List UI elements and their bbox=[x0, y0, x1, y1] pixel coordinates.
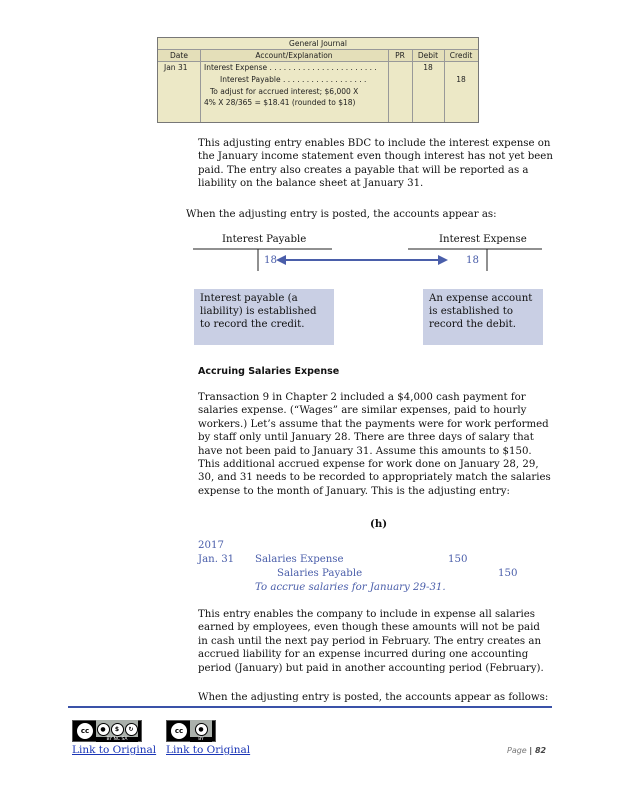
entry-debit-account: Salaries Expense bbox=[255, 554, 344, 565]
text-line: by staff only until January 28. There are three days of salary that bbox=[198, 432, 534, 444]
text-line: liability on the balance sheet at January 31. bbox=[198, 178, 424, 190]
t-account-left-credit: 18 bbox=[264, 255, 277, 266]
text-line: workers.) Let’s assume that the payments were for work performed bbox=[198, 418, 549, 430]
entry-label: (h) bbox=[370, 518, 388, 530]
text-line: expense to the month of January. This is the adjusting entry: bbox=[198, 485, 510, 497]
link-to-original-1[interactable]: Link to Original bbox=[72, 744, 157, 756]
entry-date: Jan. 31 bbox=[198, 554, 235, 565]
t-accounts-graphic bbox=[190, 245, 550, 275]
row2-account: Interest Payable . . . . . . . . . . . . . . . . . . bbox=[220, 75, 367, 84]
row1-debit: 18 bbox=[423, 63, 433, 72]
text-line: This adjusting entry enables BDC to include the interest expense on bbox=[198, 138, 551, 149]
row1-account: Interest Expense . . . . . . . . . . . . . . . . . . . . . . . bbox=[204, 63, 377, 72]
text-line: accrued liability for an expense incurred during one accounting bbox=[198, 649, 529, 661]
col-date-header: Date bbox=[170, 51, 188, 60]
page-value: | 82 bbox=[529, 746, 547, 755]
text-line: paid. The entry also creates a payable that will be reported as a bbox=[198, 164, 529, 176]
paragraph-interest bbox=[198, 137, 568, 191]
text-line: This entry enables the company to include in expense all salaries bbox=[198, 609, 536, 620]
col-account-header: Account/Explanation bbox=[255, 51, 333, 60]
badge-label: BY bbox=[190, 737, 212, 742]
footer-divider bbox=[68, 706, 552, 708]
text-line: to record the credit. bbox=[200, 319, 305, 330]
entry-debit-amount: 150 bbox=[448, 554, 468, 565]
page-label: Page bbox=[507, 746, 527, 755]
license-icons bbox=[190, 720, 212, 742]
divider bbox=[200, 49, 201, 122]
row2-credit: 18 bbox=[456, 75, 466, 84]
posted-followup: When the adjusting entry is posted, the accounts appear as follows: bbox=[198, 692, 549, 703]
text-line: the January income statement even though interest has not yet been bbox=[198, 151, 553, 163]
col-debit-header: Debit bbox=[417, 51, 439, 60]
text-line: period (January) but paid in another accounting period (February). bbox=[198, 662, 544, 674]
entry-credit-amount: 150 bbox=[498, 568, 518, 579]
sa-icon: ↻ bbox=[125, 723, 138, 736]
t-account-left-title: Interest Payable bbox=[222, 234, 307, 245]
entry-explanation: To accrue salaries for January 29-31. bbox=[255, 582, 446, 593]
nc-icon: $ bbox=[111, 723, 124, 736]
text-line: Interest payable (a bbox=[200, 293, 298, 304]
text-line: earned by employees, even though these amounts will not be paid bbox=[198, 622, 540, 634]
text-line: Transaction 9 in Chapter 2 included a $4,000 cash payment for bbox=[198, 392, 526, 403]
journal-header-row bbox=[158, 49, 478, 62]
text-line: This additional accrued expense for work done on January 28, 29, bbox=[198, 459, 539, 471]
t-account-right-title: Interest Expense bbox=[439, 234, 527, 245]
text-line: in cash until the next pay period in February. The entry creates an bbox=[198, 635, 542, 647]
cc-icon: cc bbox=[170, 722, 188, 740]
explanation-line-2: 4% X 28/365 = $18.41 (rounded to $18) bbox=[204, 98, 356, 107]
text-line: is established to bbox=[429, 306, 513, 317]
entry-year: 2017 bbox=[198, 540, 224, 551]
callout-interest-payable bbox=[194, 289, 334, 345]
cc-by-badge bbox=[166, 720, 216, 742]
text-line: 30, and 31 needs to be recorded to appropriately match the salaries bbox=[198, 472, 551, 484]
page-number bbox=[507, 746, 546, 755]
text-line: salaries expense. (“Wages” are similar expenses, paid to hourly bbox=[198, 405, 527, 417]
text-line: liability) is established bbox=[200, 306, 317, 317]
by-icon: ● bbox=[195, 723, 208, 736]
text-line: An expense account bbox=[429, 293, 533, 304]
by-icon: ● bbox=[97, 723, 110, 736]
link-to-original-2[interactable]: Link to Original bbox=[166, 744, 251, 756]
explanation-line-1: To adjust for accrued interest; $6,000 X bbox=[210, 87, 359, 96]
divider bbox=[388, 49, 389, 122]
text-line: record the debit. bbox=[429, 319, 516, 330]
paragraph-liability bbox=[198, 608, 568, 675]
general-journal-table bbox=[157, 37, 479, 123]
posted-intro: When the adjusting entry is posted, the accounts appear as: bbox=[186, 209, 497, 220]
divider bbox=[412, 49, 413, 122]
t-account-right-debit: 18 bbox=[466, 255, 479, 266]
badge-label: BY NC SA bbox=[96, 737, 138, 742]
col-pr-header: PR bbox=[395, 51, 405, 60]
col-credit-header: Credit bbox=[449, 51, 473, 60]
row1-date: Jan 31 bbox=[164, 63, 188, 72]
text-line: have not been paid to January 31. Assume this amounts to $150. bbox=[198, 445, 532, 457]
entry-credit-account: Salaries Payable bbox=[277, 568, 363, 579]
cc-by-nc-sa-badge bbox=[72, 720, 142, 742]
callout-expense-account bbox=[423, 289, 543, 345]
paragraph-salaries bbox=[198, 391, 568, 498]
journal-title: General Journal bbox=[289, 39, 347, 48]
section-heading: Accruing Salaries Expense bbox=[198, 366, 340, 377]
divider bbox=[444, 49, 445, 122]
license-icons bbox=[96, 720, 138, 742]
cc-icon: cc bbox=[76, 722, 94, 740]
